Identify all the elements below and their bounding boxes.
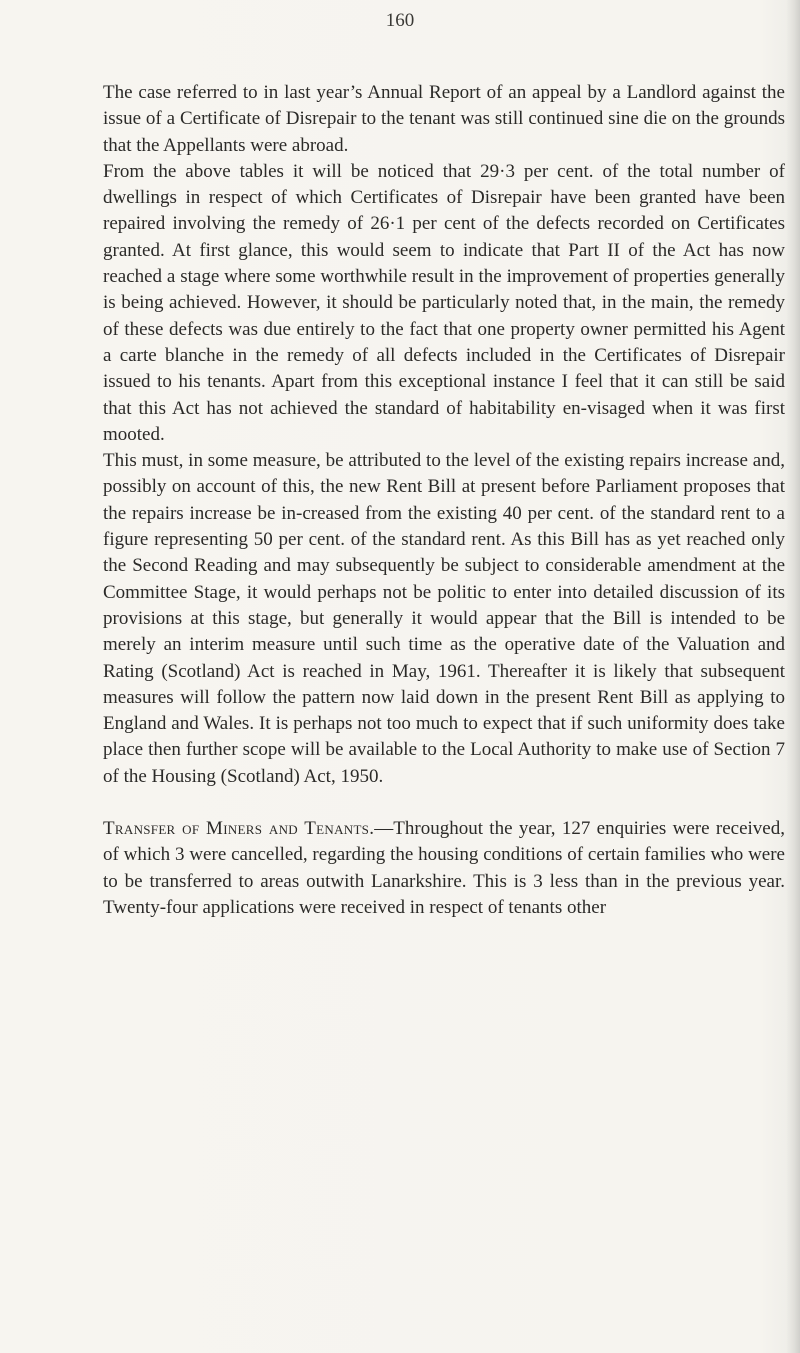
page-number: 160 [385,10,415,31]
section-heading: Transfer of Miners and Tenants. [103,818,375,840]
paragraph-appeal-case: The case referred to in last year’s Annual Report of an appeal by a Landlord against the issue of a Certificate of Disrepair to the tenant was still continued sine die on the grounds that the Appellants were abroad. [103,82,785,156]
paragraph-rent-bill: This must, in some measure, be attributed to the level of the existing repairs increase and, possibly on account of this, the new Rent Bill at present before Parliament proposes that the repairs increase be in-creased from the existing 40 per cent. of the standard rent to a figure representing 50 per cent. of the standard rent. As this Bill has as yet reached only the Second Reading and may subsequently be subject to considerable amendment at the Committee Stage, it would perhaps not be politic to enter into detailed discussion of its provisions at this stage, but generally it would appear that the Bill is intended to be merely an interim measure until such time as the operative date of the Valuation and Rating (Scotland) Act is reached in May, 1961. Thereafter it is likely that subsequent measures will follow the pattern now laid down in the present Rent Bill as applying to England and Wales. It is perhaps not too much to expect that if such uniformity does take place then further scope will be available to the Local Authority to make use of Section 7 of the Housing (Scotland) Act, 1950. [103,450,785,787]
section-body: —Throughout the year, 127 enquiries were received, of which 3 were cancelled, regarding the housing conditions of certain families who were to be transferred to areas outwith Lanarkshire. This is 3 less than in the previous year. Twenty-four applications were received in respect of tenants other [103,818,785,918]
page-edge-shadow [786,0,800,1353]
paragraph-tables-analysis: From the above tables it will be noticed that 29·3 per cent. of the total number of dwellings in respect of which Certificates of Disrepair have been granted have been repaired involving the remedy of 26·1 per cent of the defects recorded on Certificates granted. At first glance, this would seem to indicate that Part II of the Act has now reached a stage where some worthwhile result in the improvement of properties generally is being achieved. However, it should be particularly noted that, in the main, the remedy of these defects was due entirely to the fact that one property owner permitted his Agent a carte blanche in the remedy of all defects included in the Certificates of Disrepair issued to his tenants. Apart from this exceptional instance I feel that it can still be said that this Act has not achieved the standard of habitability en-visaged when it was first mooted. [103,160,785,445]
body-text [103,80,785,921]
paragraph-transfer-of-miners [103,816,785,921]
